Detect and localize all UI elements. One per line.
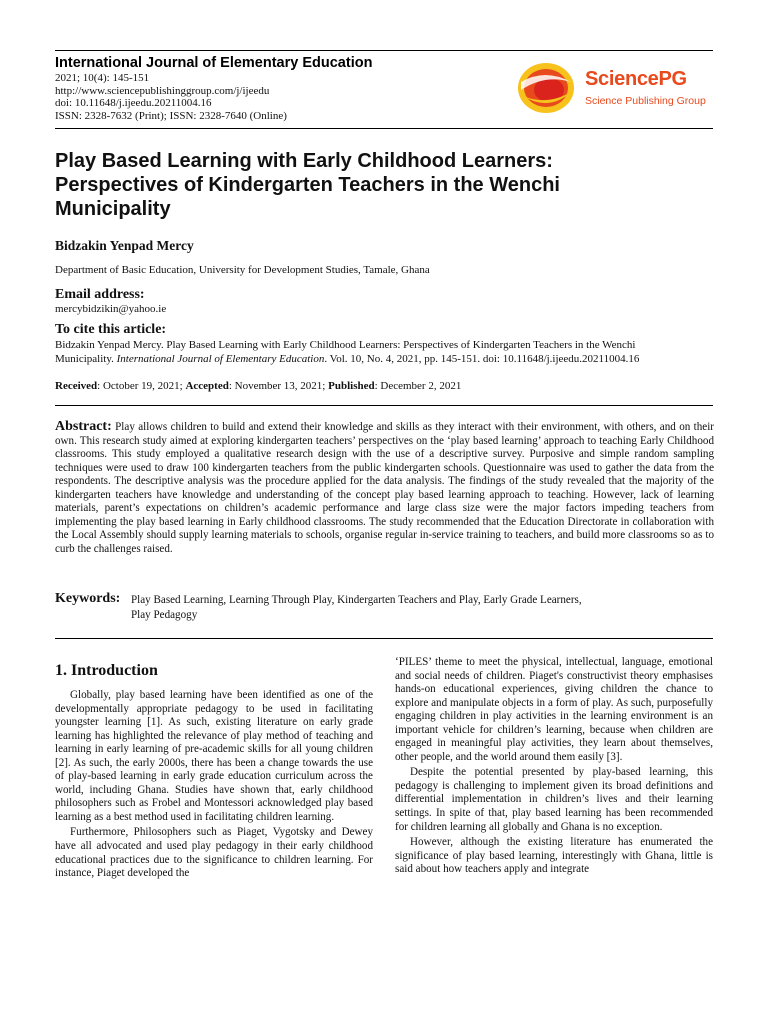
- journal-title: International Journal of Elementary Education: [55, 55, 373, 71]
- title-line: Play Based Learning with Early Childhood Learners:: [55, 150, 553, 172]
- body-paragraph: However, although the existing literature has enumerated the significance of play based learning, interestingly with Ghana, little is said about how teachers apply and integrate: [395, 836, 713, 876]
- affiliation: Department of Basic Education, University for Development Studies, Tamale, Ghana: [55, 264, 430, 276]
- abstract-top-rule: [55, 405, 713, 406]
- cite-heading: To cite this article:: [55, 322, 167, 337]
- issue-line: 2021; 10(4): 145-151: [55, 72, 150, 84]
- email-value[interactable]: mercybidzikin@yahoo.ie: [55, 303, 167, 315]
- abstract-text: Play allows children to build and extend their knowledge and skills as they interact with their environment, with others, and on their own. This research study aimed at exploring kindergarten teachers’ perspectives on the ‘play based learning’ approach to teaching Early Childhood classrooms. This study employed a qualitative research design with the use of a descriptive survey. Purposive and simple random sampling techniques were used to draw 100 kindergarten teachers from the public kindergarten schools. Questionnaire was used to gather the data from the respondents. The descriptive analysis was the procedure applied for the data analysis. The findings of the study revealed that the majority of the kindergarten teachers have knowledge and understanding of the concept play based learning approach to teaching. However, lack of learning materials, parent’s expectations on children’s academic performance and large class size were the major factors impeding teachers from implementing the play based learning in Early childhood classrooms. The study recommended that the Education Directorate in collaboration with the Local Assembly should supply learning materials to schools, organise regular in-service training to teachers, and build more classrooms so as to curb the challenges raised.: [55, 421, 714, 555]
- body-paragraph: Furthermore, Philosophers such as Piaget, Vygotsky and Dewey have all advocated and used play pedagogy in their early childhood educational practices due to the significance to children learning. For instance, Piaget developed the: [55, 826, 373, 880]
- sciencepg-logo: [515, 60, 715, 116]
- header-rule: [55, 128, 713, 129]
- sciencepg-swirl-icon: [515, 60, 577, 116]
- left-column: [55, 689, 373, 883]
- publication-dates: Received: October 19, 2021; Accepted: November 13, 2021; Published: December 2, 2021: [55, 380, 462, 392]
- email-heading: Email address:: [55, 287, 145, 302]
- citation-line: Municipality. International Journal of Elementary Education. Vol. 10, No. 4, 2021, pp. 145-151. doi: 10.11648/j.ijeedu.20211004.16: [55, 352, 640, 365]
- introduction-heading: 1. Introduction: [55, 662, 158, 679]
- abstract: [55, 420, 714, 556]
- paper-title: [55, 149, 715, 221]
- keywords-text: Play Based Learning, Learning Through Play, Kindergarten Teachers and Play, Early Grade Learners, Play Pedagogy: [131, 594, 582, 621]
- citation: [55, 339, 715, 366]
- logo-wordmark: SciencePG: [585, 68, 687, 90]
- right-column: [395, 656, 713, 879]
- citation-journal: International Journal of Elementary Education: [116, 352, 325, 365]
- abstract-bottom-rule: [55, 638, 713, 639]
- journal-doi: doi: 10.11648/j.ijeedu.20211004.16: [55, 97, 212, 110]
- citation-line: Bidzakin Yenpad Mercy. Play Based Learning with Early Childhood Learners: Perspectives of Kindergarten Teachers in the Wenchi: [55, 339, 636, 351]
- journal-issn: ISSN: 2328-7632 (Print); ISSN: 2328-7640 (Online): [55, 109, 287, 122]
- journal-url[interactable]: http://www.sciencepublishinggroup.com/j/ijeedu: [55, 84, 270, 97]
- author-name: Bidzakin Yenpad Mercy: [55, 238, 194, 253]
- body-paragraph: Despite the potential presented by play-based learning, this pedagogy is challenging to implement given its broad definitions and differential implementation in children’s lives and their learning settings. In spite of that, play based learning has been recommended for children learning all globally and Ghana is no exception.: [395, 766, 713, 833]
- body-paragraph: Globally, play based learning have been identified as one of the developmentally appropriate pedagogy to be used in facilitating youngster learning [1]. As such, existing literature on early grade learning has highlighted the relevance of play method of teaching and learning in early learning of pre-academic skills for all young children [2]. As such, the early 2000s, there has been a change towards the use of play-based learning in early grade education curriculum across the world, including Ghana. Studies have shown that, early childhood philosophers such as Frobel and Montessori acknowledged play based learning as a best method used in facilitating children learning.: [55, 689, 373, 823]
- logo-subtitle: Science Publishing Group: [585, 95, 706, 107]
- keywords-label: Keywords:: [55, 591, 121, 606]
- title-line: Perspectives of Kindergarten Teachers in the Wenchi: [55, 174, 560, 196]
- title-line: Municipality: [55, 198, 171, 220]
- top-rule: [55, 50, 713, 51]
- abstract-label: Abstract:: [55, 419, 112, 434]
- body-paragraph: ‘PILES’ theme to meet the physical, intellectual, language, emotional and social needs of children. Piaget's constructivist theory emphasises hands-on educational experiences, giving children the chance to explore and manipulate objects in a form of play. As such, purposefully engaging children in play activities in the learning environment is an important vehicle for children’s learning, because when children are engaged in meaningful play activities, they learn about themselves, other people, and the world around them easily [3].: [395, 656, 713, 763]
